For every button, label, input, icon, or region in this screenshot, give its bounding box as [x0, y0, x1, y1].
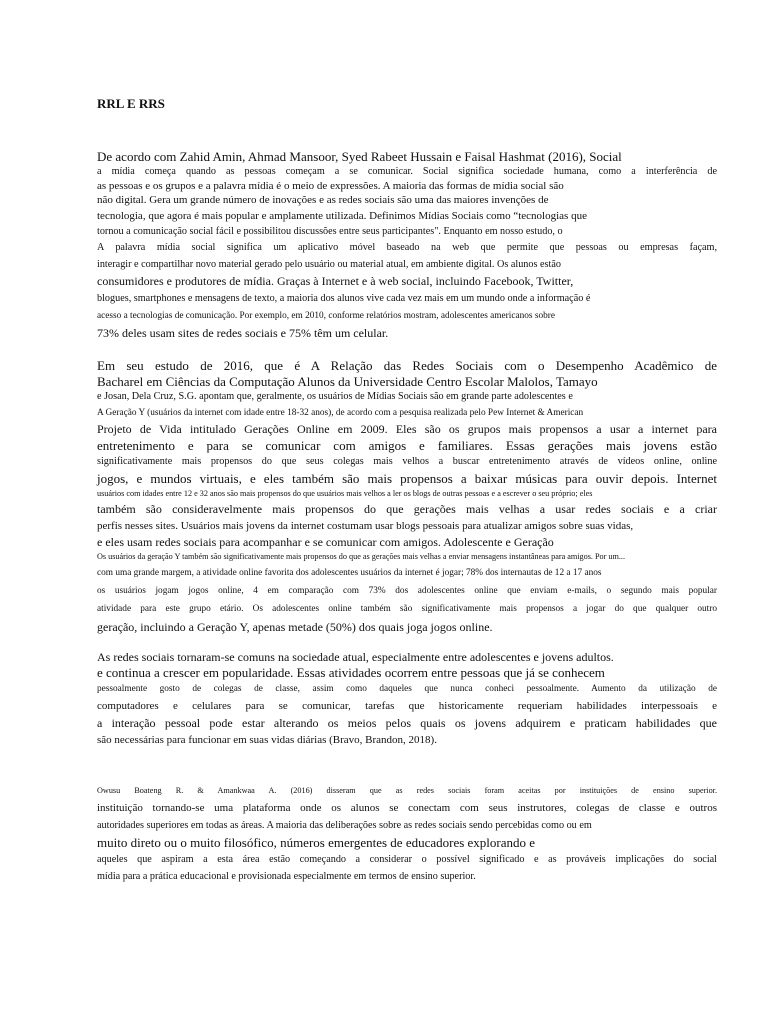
text-line: acesso a tecnologias de comunicação. Por exemplo, em 2010, conforme relatórios mostram, adolescentes americanos sobre [97, 311, 555, 321]
text-line: e eles usam redes sociais para acompanhar e se comunicar com amigos. Adolescente e Geração [97, 535, 554, 549]
text-line: blogues, smartphones e mensagens de texto, a maioria dos alunos vive cada vez mais em um mundo onde a informação é [97, 293, 591, 304]
text-line: Bacharel em Ciências da Computação Alunos da Universidade Centro Escolar Malolos, Tamayo [97, 374, 598, 389]
text-line: tornou a comunicação social fácil e possibilitou discussões entre seus participantes". Enquanto em nosso estudo, o [97, 226, 563, 237]
text-line: atividade para este grupo etário. Os adolescentes online também são significativamente mais propensos a jogar do que qualquer outro [97, 604, 717, 614]
text-line: os usuários jogam jogos online, 4 em comparação com 73% dos adolescentes online que enviam e-mails, o segundo mais popular [97, 586, 717, 596]
text-line: autoridades superiores em todas as áreas. A maioria das deliberações sobre as redes sociais sendo percebidas como ou em [97, 820, 592, 831]
text-line: computadores e celulares para se comunicar, tarefas que historicamente requeriam habilidades interpessoais e [97, 700, 717, 712]
text-line: usuários com idades entre 12 e 32 anos são mais propensos do que usuários mais velhos a ler os blogs de outras pessoas e a escrever o seu próprio; eles [97, 489, 593, 498]
text-line: jogos, e mundos virtuais, e eles também são mais propensos a baixar músicas para ouvir depois. Internet [97, 471, 717, 486]
text-line: entretenimento e para se comunicar com amigos e familiares. Essas gerações mais jovens estão [97, 438, 717, 453]
document-title: RRL E RRS [97, 96, 165, 111]
text-line: interagir e compartilhar novo material gerado pelo usuário ou material atual, em ambiente digital. Os alunos estão [97, 259, 561, 270]
text-line: A Geração Y (usuários da internet com idade entre 18-32 anos), de acordo com a pesquisa realizada pelo Pew Internet & American [97, 408, 584, 418]
text-line: a interação pessoal pode estar alterando os meios pelos quais os jovens adquirem e praticam habilidades que [97, 716, 717, 730]
text-line: significativamente mais propensos do que seus colegas mais velhos a buscar entretenimento através de vídeos online, online [97, 456, 717, 467]
text-line: pessoalmente gosto de colegas de classe, assim como daqueles que nunca conheci pessoalmente. Aumento da utilização de [97, 684, 717, 694]
text-line: e continua a crescer em popularidade. Essas atividades ocorrem entre pessoas que já se conhecem [97, 665, 605, 680]
text-line: De acordo com Zahid Amin, Ahmad Mansoor, Syed Rabeet Hussain e Faisal Hashmat (2016), Social [97, 149, 622, 164]
text-line: As redes sociais tornaram-se comuns na sociedade atual, especialmente entre adolescentes e jovens adultos. [97, 650, 614, 664]
text-line: e Josan, Dela Cruz, S.G. apontam que, geralmente, os usuários de Mídias Sociais são em grande parte adolescentes e [97, 391, 573, 402]
text-line: perfis nesses sites. Usuários mais jovens da internet costumam usar blogs pessoais para atualizar amigos sobre suas vidas, [97, 520, 634, 532]
text-line: Projeto de Vida intitulado Gerações Online em 2009. Eles são os grupos mais propensos a usar a internet para [97, 422, 717, 436]
text-line: não digital. Gera um grande número de inovações e as redes sociais são uma das maiores invenções de [97, 194, 549, 206]
text-line: instituição tornando-se uma plataforma onde os alunos se conectam com seus instrutores, colegas de classe e outros [97, 802, 717, 814]
text-line: com uma grande margem, a atividade online favorita dos adolescentes usuários da internet é jogar; 78% dos internautas de 12 a 17 anos [97, 568, 602, 578]
text-line: também são consideravelmente mais propensos do que gerações mais velhas a usar redes sociais e a criar [97, 502, 717, 516]
paragraph-2 [97, 358, 717, 636]
text-line: A palavra mídia social significa um aplicativo móvel baseado na web que permite que pessoas ou empresas façam, [97, 242, 717, 253]
text-line: muito direto ou o muito filosófico, números emergentes de educadores explorando e [97, 835, 536, 850]
text-line: Os usuários da geração Y também são significativamente mais propensos do que as gerações mais velhas a enviar mensagens instantâneas para amigos. Por um... [97, 552, 626, 561]
text-line: geração, incluindo a Geração Y, apenas metade (50%) dos quais joga jogos online. [97, 620, 493, 634]
text-line: a mídia começa quando as pessoas começam a se comunicar. Social significa sociedade humana, como a interferência de [97, 166, 717, 177]
text-line: Owusu Boateng R. & Amankwaa A. (2016) disseram que as redes sociais foram aceitas por instituições de ensino superior. [97, 786, 717, 795]
text-line: 73% deles usam sites de redes sociais e 75% têm um celular. [97, 326, 389, 340]
paragraph-3 [97, 649, 717, 749]
text-line: tecnologia, que agora é mais popular e amplamente utilizada. Definimos Mídias Sociais como “tecnologias que [97, 210, 587, 222]
text-line: mídia para a prática educacional e provisionada especialmente em termos de ensino superior. [97, 871, 476, 882]
text-line: Em seu estudo de 2016, que é A Relação das Redes Sociais com o Desempenho Acadêmico de [97, 358, 717, 373]
text-line: são necessárias para funcionar em suas vidas diárias (Bravo, Brandon, 2018). [97, 734, 437, 746]
text-line: aqueles que aspiram a esta área estão começando a considerar o possível significado e as prováveis implicações do social [97, 854, 717, 865]
paragraph-1 [97, 149, 717, 342]
text-line: as pessoas e os grupos e a palavra mídia é o meio de expressões. A maioria das formas de mídia social são [97, 180, 564, 192]
text-line: consumidores e produtores de mídia. Graças à Internet e à web social, incluindo Facebook, Twitter, [97, 274, 574, 288]
paragraph-4 [97, 783, 717, 885]
